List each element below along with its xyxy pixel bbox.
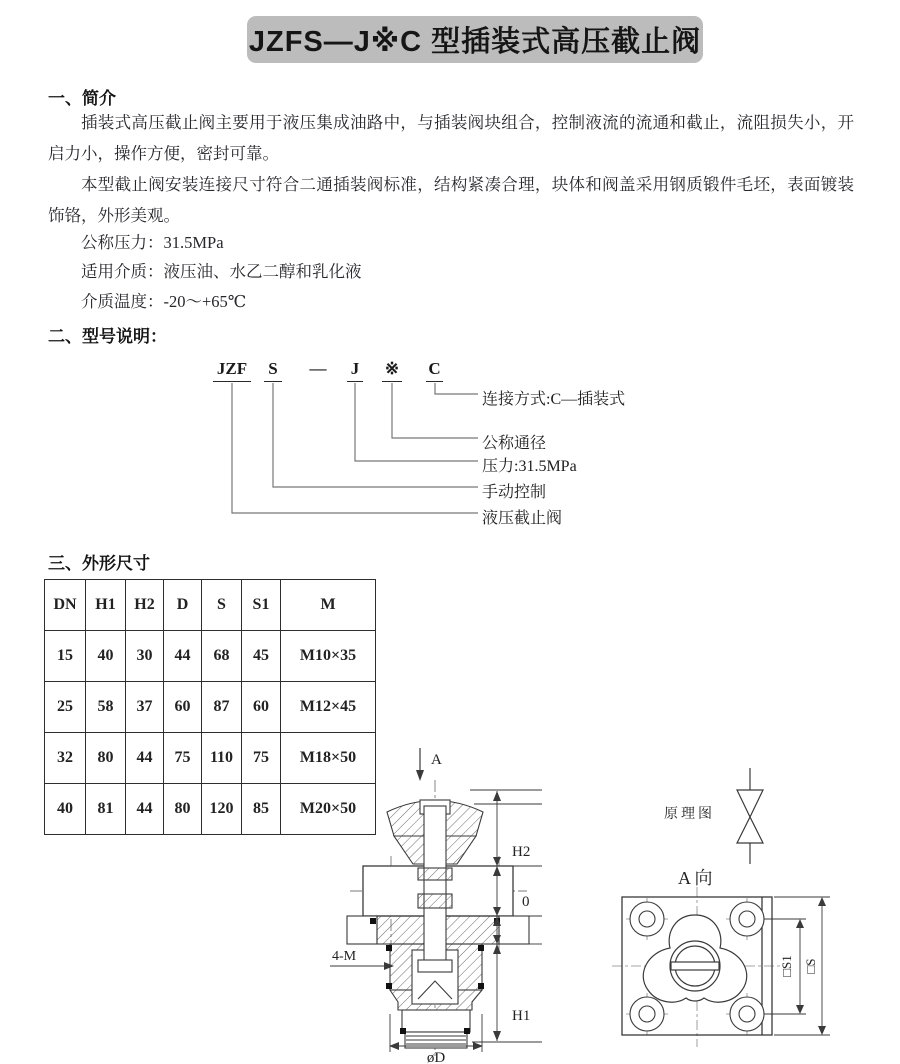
cell: 44 — [126, 784, 164, 835]
intro-paragraph-2: 本型截止阀安装连接尺寸符合二通插装阀标准，结构紧凑合理，块体和阀盖采用钢质锻件毛坯，表面镀装饰铬，外形美观。 — [48, 175, 854, 225]
cell: 87 — [202, 682, 242, 733]
table-row — [45, 631, 376, 682]
col-header: M — [281, 580, 376, 631]
col-header: H2 — [126, 580, 164, 631]
spec-temperature: 介质温度：-20～+65℃ — [81, 292, 247, 311]
cell: 15 — [45, 631, 86, 682]
model-code-connector-lines — [200, 380, 490, 520]
valve-cross-section — [330, 748, 542, 1064]
cell: 120 — [202, 784, 242, 835]
view-a-arrow-label: A — [431, 752, 442, 768]
view-a-title: A 向 — [678, 868, 713, 888]
cell: 32 — [45, 733, 86, 784]
cell: M12×45 — [281, 682, 376, 733]
cell: 80 — [164, 784, 202, 835]
page-title: JZFS—J※C 型插装式高压截止阀 — [247, 16, 703, 63]
cell: M10×35 — [281, 631, 376, 682]
dim-h2-label: H2 — [512, 844, 531, 860]
cell: M20×50 — [281, 784, 376, 835]
cell: 44 — [126, 733, 164, 784]
section-3-heading: 三、外形尺寸 — [48, 554, 150, 573]
schematic-symbol — [737, 768, 763, 864]
view-a-flange — [612, 868, 830, 1047]
cell: 44 — [164, 631, 202, 682]
cell: 58 — [86, 682, 126, 733]
model-label-connection: 连接方式:C—插装式 — [482, 391, 626, 408]
cell: 30 — [126, 631, 164, 682]
cell: 80 — [86, 733, 126, 784]
cell: 60 — [164, 682, 202, 733]
spec-pressure: 公称压力：31.5MPa — [81, 233, 224, 252]
dim-zero-label: 0 — [522, 894, 530, 910]
cell: 37 — [126, 682, 164, 733]
dim-s1-label: □S1 — [779, 955, 794, 977]
cell: 45 — [242, 631, 281, 682]
cell: 110 — [202, 733, 242, 784]
model-code-j: J — [347, 358, 363, 382]
table-row — [45, 682, 376, 733]
model-code-jzf: JZF — [213, 358, 251, 382]
col-header: DN — [45, 580, 86, 631]
cell: 60 — [242, 682, 281, 733]
cell: 68 — [202, 631, 242, 682]
cell: 40 — [86, 631, 126, 682]
cell: 75 — [242, 733, 281, 784]
model-code-star: ※ — [382, 358, 402, 382]
model-code-c: C — [426, 358, 443, 382]
intro-paragraph-1: 插装式高压截止阀主要用于液压集成油路中，与插装阀块组合，控制液流的流通和截止，流阻损失小，开启力小，操作方便，密封可靠。 — [48, 113, 854, 163]
col-header: D — [164, 580, 202, 631]
cell: 85 — [242, 784, 281, 835]
table-header-row — [45, 580, 376, 631]
col-header: S — [202, 580, 242, 631]
model-label-diameter: 公称通径 — [482, 435, 547, 452]
col-header: H1 — [86, 580, 126, 631]
model-code-s: S — [264, 358, 282, 382]
dim-4m-label: 4-M — [332, 949, 357, 964]
col-header: S1 — [242, 580, 281, 631]
section-1-heading: 一、简介 — [48, 89, 116, 108]
model-label-pressure: 压力:31.5MPa — [482, 458, 577, 475]
section-2-heading: 二、型号说明： — [48, 327, 167, 346]
cell: 25 — [45, 682, 86, 733]
cell: 81 — [86, 784, 126, 835]
cell: M18×50 — [281, 733, 376, 784]
model-label-manual: 手动控制 — [482, 484, 547, 501]
technical-drawing — [325, 744, 840, 1064]
dim-s-label: □S — [803, 958, 818, 974]
schematic-label: 原理图 — [664, 807, 715, 822]
dim-phi-d-label: øD — [426, 1050, 446, 1064]
model-label-valve: 液压截止阀 — [482, 510, 563, 527]
dim-h1-label: H1 — [512, 1008, 531, 1024]
cell: 40 — [45, 784, 86, 835]
spec-medium: 适用介质：液压油、水乙二醇和乳化液 — [81, 262, 362, 281]
model-code-dash: — — [309, 359, 327, 378]
cell: 75 — [164, 733, 202, 784]
